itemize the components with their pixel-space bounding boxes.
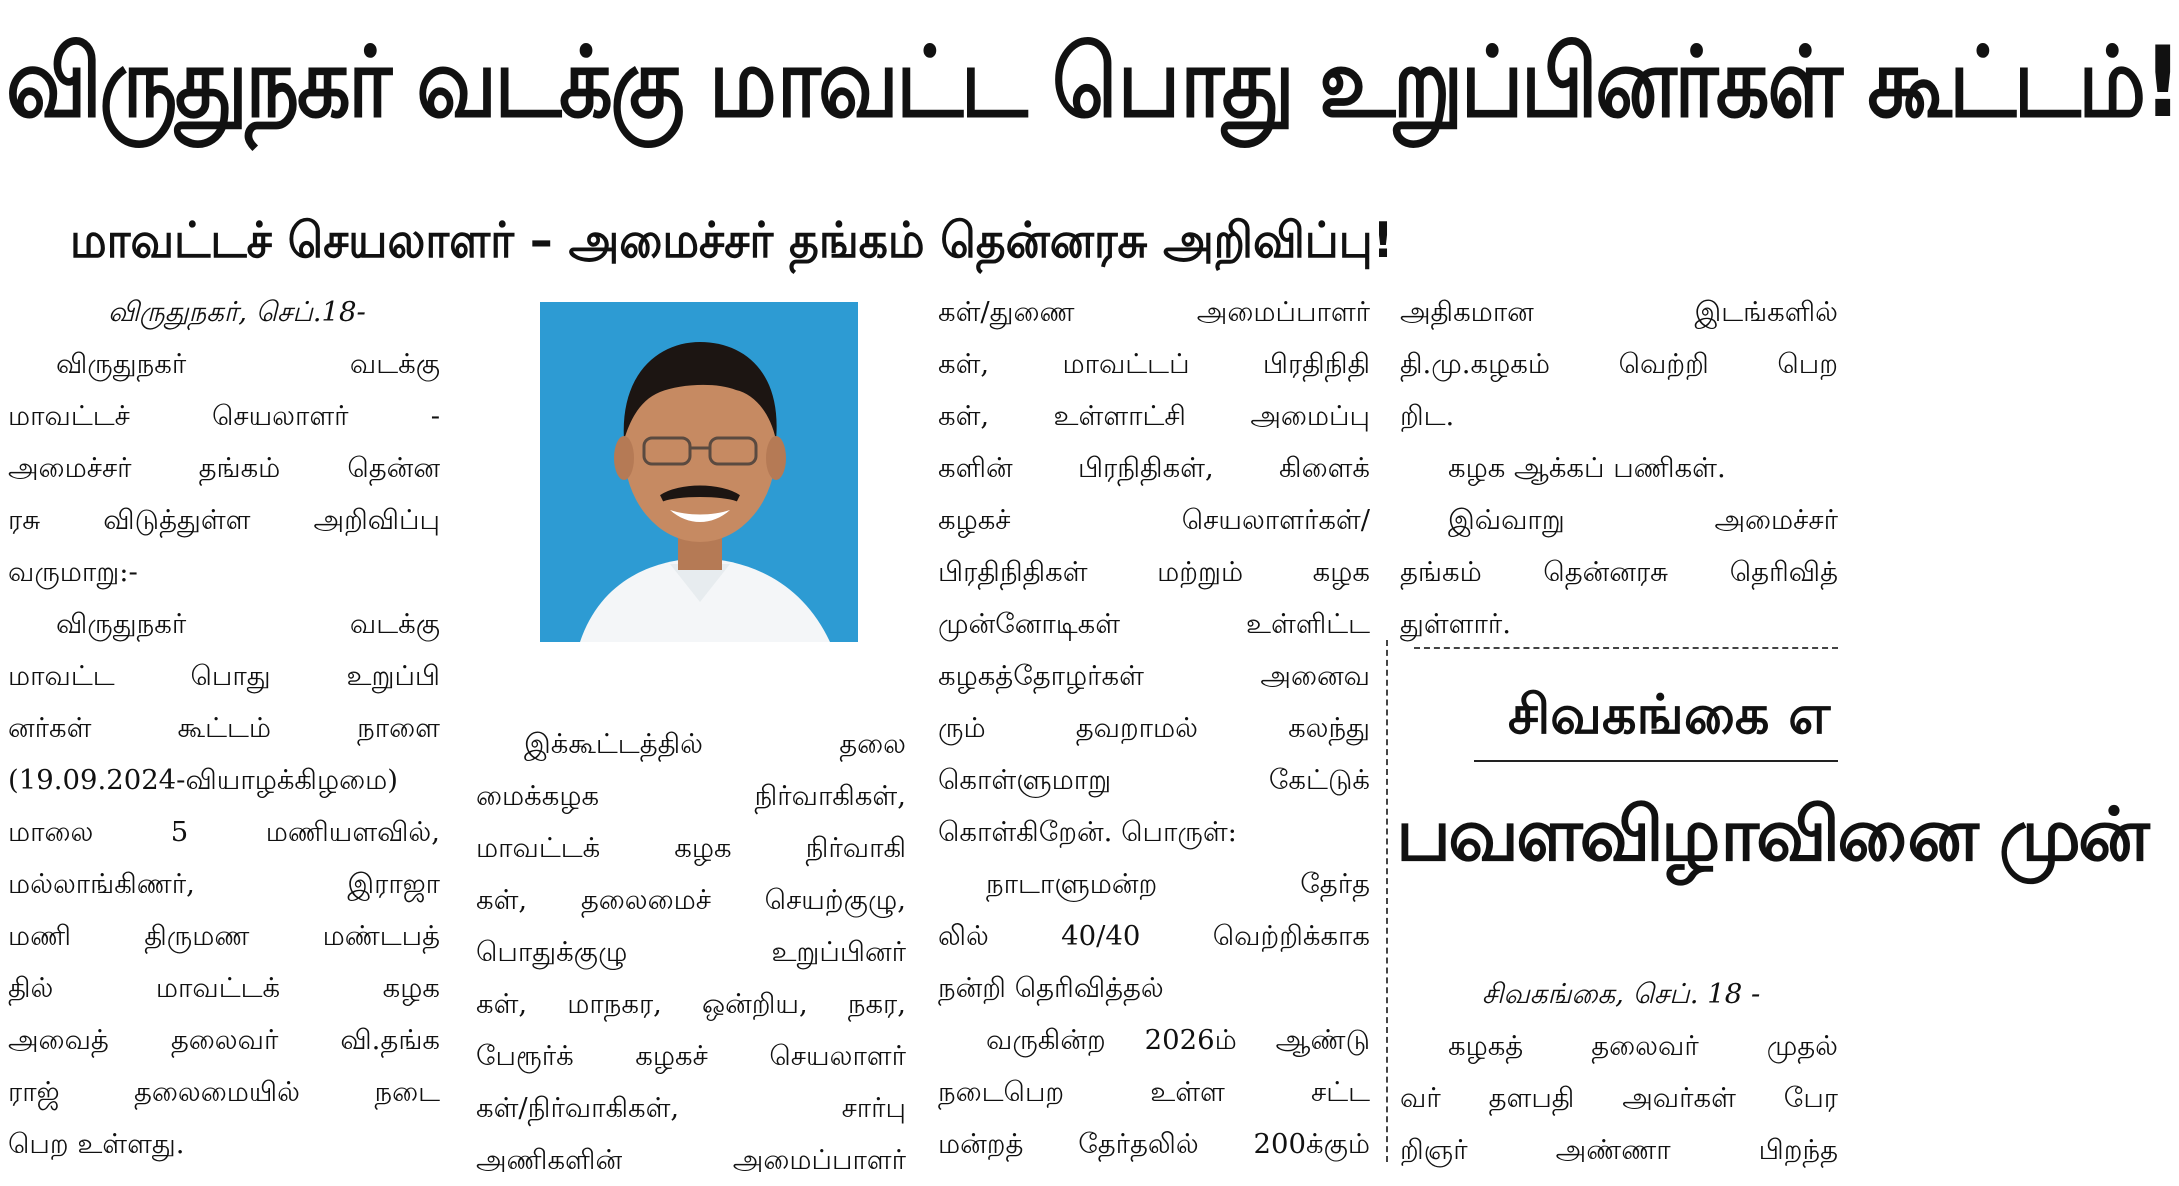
article-line: றிட.: [1400, 400, 1455, 432]
article-line: பேரூர்க் கழகச் செயலாளர்: [476, 1040, 906, 1072]
article-line: லில் 40/40 வெற்றிக்காக: [938, 920, 1370, 952]
article-line: மல்லாங்கிணர், இராஜா: [8, 868, 440, 900]
article-line: மாவட்டச் செயலாளர் -: [8, 400, 440, 432]
article-line: அணிகளின் அமைப்பாளர்: [476, 1144, 906, 1176]
minister-photo: [540, 302, 858, 642]
article-line: கள்/துணை அமைப்பாளர்: [938, 296, 1370, 328]
article-line: பிரதிநிதிகள் மற்றும் கழக: [938, 556, 1370, 588]
article-line: தங்கம் தென்னரசு தெரிவித்: [1400, 556, 1838, 588]
article-line: முன்னோடிகள் உள்ளிட்ட: [938, 608, 1370, 640]
article-line: இக்கூட்டத்தில் தலை: [524, 728, 906, 760]
article-line: தி.மு.கழகம் வெற்றி பெற: [1400, 348, 1838, 380]
article-line: (19.09.2024-வியாழக்கிழமை): [8, 764, 398, 796]
article-line: கழகத்தோழர்கள் அனைவ: [938, 660, 1370, 692]
side-story-heading: சிவகங்கை எ: [1508, 683, 1831, 746]
article-line: தில் மாவட்டக் கழக: [8, 972, 440, 1004]
article-line: மன்றத் தேர்தலில் 200க்கும்: [938, 1128, 1370, 1160]
dateline: விருதுநகர், செப்.18-: [108, 296, 366, 328]
article-line: கொள்கிறேன். பொருள்:: [938, 816, 1237, 848]
article-line: கழகச் செயலாளர்கள்/: [938, 504, 1370, 536]
side-dateline: சிவகங்கை, செப். 18 -: [1482, 978, 1761, 1010]
side-line: றிஞர் அண்ணா பிறந்த: [1400, 1134, 1838, 1166]
story-divider: [1414, 647, 1838, 649]
article-line: ரசு விடுத்துள்ள அறிவிப்பு: [8, 504, 440, 536]
article-line: நன்றி தெரிவித்தல்: [938, 972, 1164, 1004]
article-line: பொதுக்குழு உறுப்பினர்: [476, 936, 906, 968]
article-line: மாவட்டக் கழக நிர்வாகி: [476, 832, 906, 864]
headline: விருதுநகர் வடக்கு மாவட்ட பொது உறுப்பினர்கள் கூட்டம்!: [6, 26, 2179, 140]
article-column-3: [938, 286, 1370, 1170]
article-line: கள், தலைமைச் செயற்குழு,: [476, 884, 906, 916]
article-line: அமைச்சர் தங்கம் தென்ன: [8, 452, 440, 484]
article-line: ராஜ் தலைமையில் நடை: [8, 1076, 440, 1108]
article-line: மாவட்ட பொது உறுப்பி: [8, 660, 440, 692]
article-line: பெற உள்ளது.: [8, 1128, 185, 1160]
article-line: துள்ளார்.: [1400, 608, 1511, 640]
article-line: கள்/நிர்வாகிகள், சார்பு: [476, 1092, 906, 1124]
article-line: நாடாளுமன்ற தேர்த: [986, 868, 1370, 900]
article-line: வருகின்ற 2026ம் ஆண்டு: [986, 1024, 1370, 1056]
article-line: மாலை 5 மணியளவில்,: [8, 816, 440, 848]
article-line: களின் பிரநிதிகள், கிளைக்: [938, 452, 1370, 484]
article-line: கள், மாவட்டப் பிரதிநிதி: [938, 348, 1370, 380]
article-line: நடைபெற உள்ள சட்ட: [938, 1076, 1370, 1108]
article-line: கள், மாநகர, ஒன்றிய, நகர,: [476, 988, 906, 1020]
article-line: ரும் தவறாமல் கலந்து: [938, 712, 1370, 744]
article-line: கொள்ளுமாறு கேட்டுக்: [938, 764, 1370, 796]
article-column-1: [8, 286, 440, 1170]
article-line: னர்கள் கூட்டம் நாளை: [8, 712, 440, 744]
article-line: வருமாறு:-: [8, 556, 138, 588]
column-divider: [1386, 640, 1388, 1162]
article-line: அதிகமான இடங்களில்: [1400, 296, 1838, 328]
article-line: இவ்வாறு அமைச்சர்: [1448, 504, 1838, 536]
heading-rule: [1474, 760, 1838, 762]
side-story-headline: பவளவிழாவினை முன்: [1396, 792, 2147, 878]
article-line: விருதுநகர் வடக்கு: [56, 608, 440, 640]
side-line: வர் தளபதி அவர்கள் பேர: [1400, 1082, 1838, 1114]
article-line: மைக்கழக நிர்வாகிகள்,: [476, 780, 906, 812]
article-column-2: [476, 718, 906, 1186]
article-line: மணி திருமண மண்டபத்: [8, 920, 440, 952]
side-story-body: [1400, 968, 1838, 1176]
article-line: அவைத் தலைவர் வி.தங்க: [8, 1024, 440, 1056]
article-line: விருதுநகர் வடக்கு: [56, 348, 440, 380]
subheadline: மாவட்டச் செயலாளர் – அமைச்சர் தங்கம் தென்னரசு அறிவிப்பு!: [70, 212, 1394, 269]
article-column-4: [1400, 286, 1838, 650]
article-line: கழக ஆக்கப் பணிகள்.: [1448, 452, 1726, 484]
side-line: கழகத் தலைவர் முதல்: [1448, 1030, 1838, 1062]
article-line: கள், உள்ளாட்சி அமைப்பு: [938, 400, 1370, 432]
